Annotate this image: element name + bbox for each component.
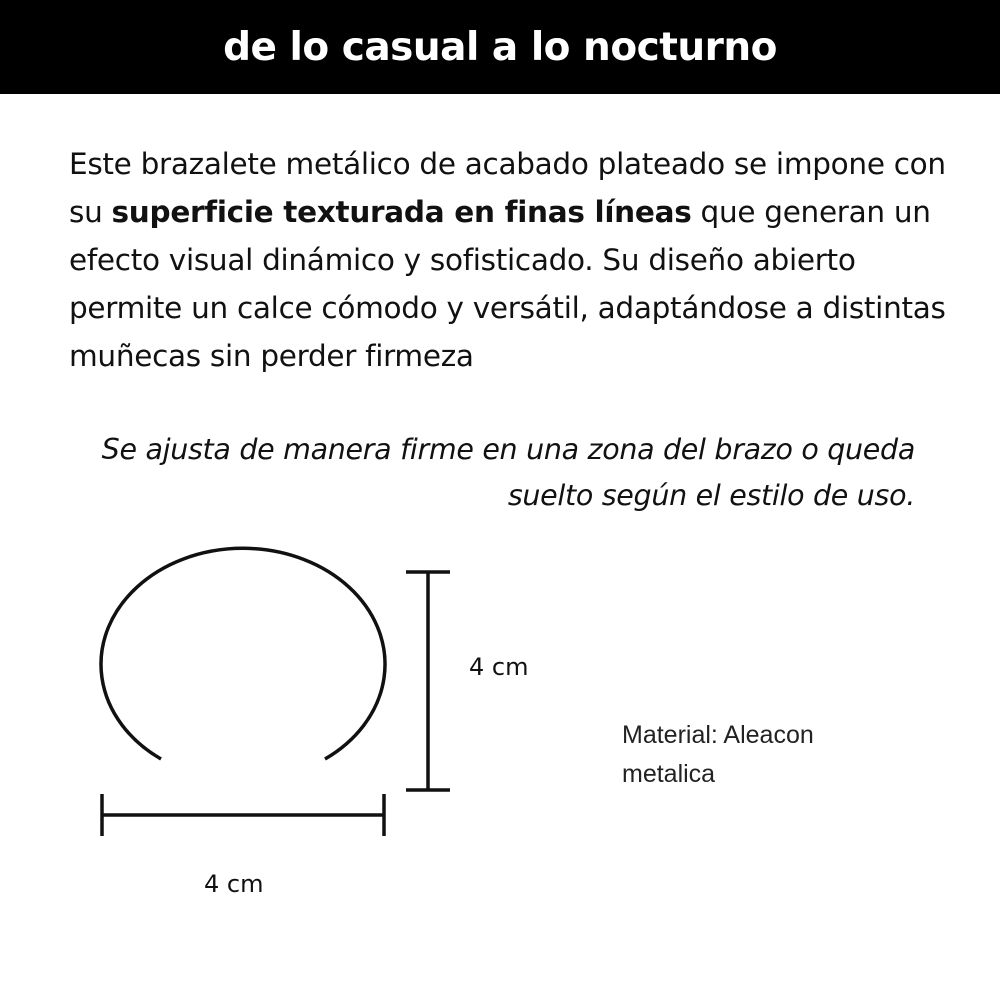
- material-info: Material: Aleacon metalica: [622, 721, 814, 788]
- fit-note: Se ajusta de manera firme en una zona del brazo o queda suelto según el estilo de uso.: [101, 432, 915, 512]
- description-intro: Este brazalete metálico de acabado plateado se impone con su: [69, 147, 946, 229]
- banner-title: de lo casual a lo nocturno: [223, 24, 777, 70]
- width-dimension-label: 4 cm: [204, 870, 264, 898]
- bracelet-cuff-outline: [101, 548, 385, 759]
- description-highlight: superficie texturada en finas líneas: [111, 195, 692, 229]
- description-rest: que generan un efecto visual dinámico y sofisticado. Su diseño abierto permite un calce cómodo y versátil, adaptándose a distintas muñecas sin perder firmeza: [69, 195, 946, 373]
- width-dimension-line: [102, 794, 384, 836]
- height-dimension-label: 4 cm: [469, 653, 529, 681]
- height-dimension-line: [406, 572, 450, 790]
